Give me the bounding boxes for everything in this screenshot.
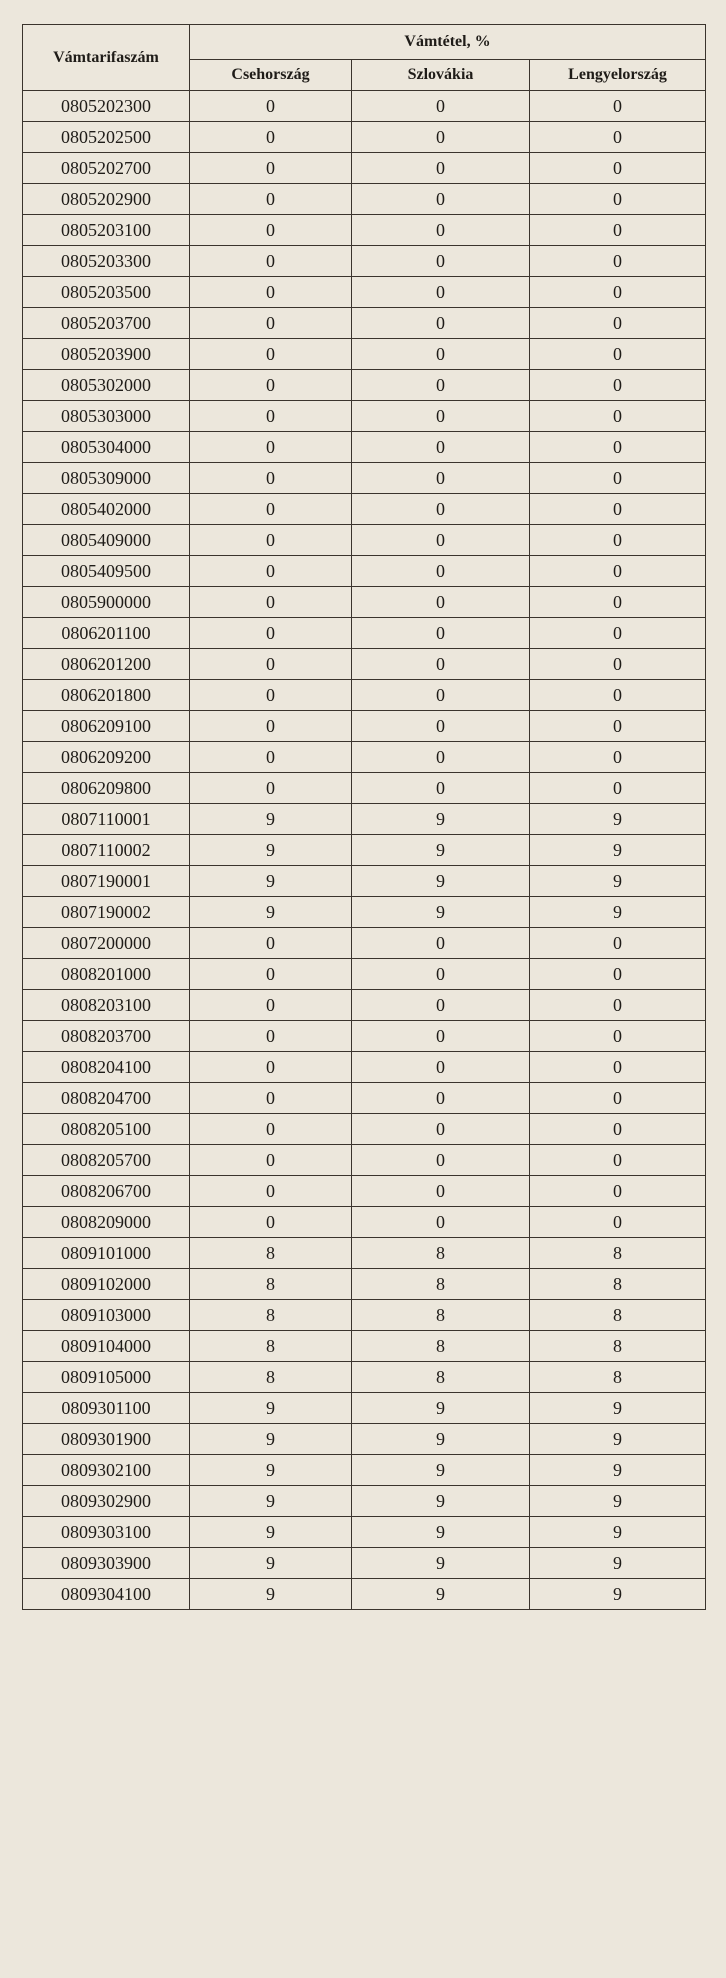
rate-slovakia-cell: 0	[352, 680, 530, 711]
rate-poland-cell: 0	[530, 1176, 706, 1207]
tariff-code-cell: 0805202500	[23, 122, 190, 153]
tariff-code-cell: 0809102000	[23, 1269, 190, 1300]
tariff-code-cell: 0807110002	[23, 835, 190, 866]
rate-czechia-cell: 0	[190, 618, 352, 649]
rate-poland-cell: 0	[530, 401, 706, 432]
tariff-code-cell: 0809304100	[23, 1579, 190, 1610]
rate-czechia-cell: 0	[190, 1176, 352, 1207]
table-row	[23, 153, 706, 184]
rate-poland-cell: 0	[530, 618, 706, 649]
table-row	[23, 1083, 706, 1114]
rate-czechia-cell: 0	[190, 432, 352, 463]
table-row	[23, 928, 706, 959]
rate-slovakia-cell: 9	[352, 1424, 530, 1455]
rate-slovakia-cell: 0	[352, 618, 530, 649]
rate-poland-cell: 9	[530, 1455, 706, 1486]
tariff-code-cell: 0809105000	[23, 1362, 190, 1393]
table-row	[23, 184, 706, 215]
rate-poland-cell: 0	[530, 1207, 706, 1238]
tariff-code-cell: 0808206700	[23, 1176, 190, 1207]
table-row	[23, 215, 706, 246]
rate-poland-cell: 0	[530, 432, 706, 463]
tariff-code-cell: 0808205700	[23, 1145, 190, 1176]
rate-poland-cell: 0	[530, 246, 706, 277]
rate-poland-cell: 0	[530, 370, 706, 401]
tariff-code-cell: 0809302100	[23, 1455, 190, 1486]
rate-slovakia-cell: 0	[352, 215, 530, 246]
rate-poland-cell: 9	[530, 1579, 706, 1610]
rate-poland-cell: 8	[530, 1300, 706, 1331]
rate-czechia-cell: 0	[190, 308, 352, 339]
rate-poland-cell: 8	[530, 1238, 706, 1269]
rate-poland-cell: 0	[530, 773, 706, 804]
rate-slovakia-cell: 0	[352, 1021, 530, 1052]
table-row	[23, 649, 706, 680]
table-row	[23, 742, 706, 773]
rate-slovakia-cell: 9	[352, 835, 530, 866]
table-row	[23, 494, 706, 525]
tariff-code-cell: 0808203100	[23, 990, 190, 1021]
rate-czechia-cell: 9	[190, 1424, 352, 1455]
rate-slovakia-cell: 0	[352, 184, 530, 215]
rate-czechia-cell: 8	[190, 1300, 352, 1331]
rate-czechia-cell: 0	[190, 1145, 352, 1176]
rate-slovakia-cell: 0	[352, 742, 530, 773]
duty-rate-group-header: Vámtétel, %	[190, 25, 706, 60]
rate-poland-cell: 0	[530, 494, 706, 525]
table-row	[23, 1238, 706, 1269]
rate-czechia-cell: 0	[190, 91, 352, 122]
rate-slovakia-cell: 0	[352, 1176, 530, 1207]
table-row	[23, 525, 706, 556]
rate-slovakia-cell: 0	[352, 959, 530, 990]
rate-slovakia-cell: 0	[352, 91, 530, 122]
rate-czechia-cell: 9	[190, 866, 352, 897]
rate-poland-cell: 9	[530, 1517, 706, 1548]
table-row	[23, 1269, 706, 1300]
rate-poland-cell: 0	[530, 649, 706, 680]
rate-poland-cell: 0	[530, 1021, 706, 1052]
rate-slovakia-cell: 0	[352, 246, 530, 277]
rate-slovakia-cell: 0	[352, 494, 530, 525]
tariff-code-cell: 0807200000	[23, 928, 190, 959]
rate-slovakia-cell: 0	[352, 587, 530, 618]
rate-czechia-cell: 9	[190, 835, 352, 866]
rate-czechia-cell: 9	[190, 804, 352, 835]
table-row	[23, 1052, 706, 1083]
rate-slovakia-cell: 0	[352, 1083, 530, 1114]
rate-poland-cell: 0	[530, 308, 706, 339]
rate-czechia-cell: 9	[190, 897, 352, 928]
table-row	[23, 866, 706, 897]
rate-czechia-cell: 0	[190, 215, 352, 246]
rate-poland-cell: 8	[530, 1331, 706, 1362]
rate-slovakia-cell: 0	[352, 339, 530, 370]
rate-poland-cell: 0	[530, 184, 706, 215]
rate-slovakia-cell: 0	[352, 1114, 530, 1145]
country-header-poland: Lengyelország	[530, 60, 706, 91]
rate-czechia-cell: 9	[190, 1455, 352, 1486]
rate-poland-cell: 9	[530, 1486, 706, 1517]
rate-czechia-cell: 0	[190, 1021, 352, 1052]
tariff-code-cell: 0805202300	[23, 91, 190, 122]
table-row	[23, 1331, 706, 1362]
rate-czechia-cell: 0	[190, 1083, 352, 1114]
table-row	[23, 308, 706, 339]
tariff-code-cell: 0805402000	[23, 494, 190, 525]
rate-czechia-cell: 0	[190, 773, 352, 804]
rate-czechia-cell: 0	[190, 525, 352, 556]
table-row	[23, 680, 706, 711]
rate-poland-cell: 0	[530, 1052, 706, 1083]
tariff-code-cell: 0808209000	[23, 1207, 190, 1238]
rate-poland-cell: 8	[530, 1362, 706, 1393]
table-row	[23, 1300, 706, 1331]
rate-slovakia-cell: 9	[352, 897, 530, 928]
table-row	[23, 587, 706, 618]
rate-slovakia-cell: 9	[352, 804, 530, 835]
rate-slovakia-cell: 0	[352, 370, 530, 401]
rate-slovakia-cell: 9	[352, 1486, 530, 1517]
rate-czechia-cell: 0	[190, 1207, 352, 1238]
tariff-code-cell: 0805203500	[23, 277, 190, 308]
rate-czechia-cell: 0	[190, 370, 352, 401]
table-row	[23, 711, 706, 742]
rate-czechia-cell: 8	[190, 1362, 352, 1393]
tariff-code-cell: 0808201000	[23, 959, 190, 990]
rate-poland-cell: 0	[530, 463, 706, 494]
tariff-code-cell: 0805303000	[23, 401, 190, 432]
tariff-code-cell: 0807110001	[23, 804, 190, 835]
table-row	[23, 1393, 706, 1424]
rate-slovakia-cell: 9	[352, 866, 530, 897]
rate-poland-cell: 0	[530, 742, 706, 773]
table-row	[23, 1021, 706, 1052]
tariff-code-cell: 0806201100	[23, 618, 190, 649]
tariff-code-cell: 0805409000	[23, 525, 190, 556]
table-row	[23, 1145, 706, 1176]
rate-poland-cell: 9	[530, 1548, 706, 1579]
tariff-code-cell: 0808204100	[23, 1052, 190, 1083]
rate-poland-cell: 9	[530, 1393, 706, 1424]
rate-czechia-cell: 9	[190, 1579, 352, 1610]
tariff-code-cell: 0806201800	[23, 680, 190, 711]
rate-czechia-cell: 0	[190, 649, 352, 680]
table-row	[23, 773, 706, 804]
table-row	[23, 339, 706, 370]
table-row	[23, 1548, 706, 1579]
rate-poland-cell: 0	[530, 91, 706, 122]
table-row	[23, 1176, 706, 1207]
table-row	[23, 91, 706, 122]
table-row	[23, 246, 706, 277]
rate-czechia-cell: 0	[190, 277, 352, 308]
rate-czechia-cell: 0	[190, 1052, 352, 1083]
rate-slovakia-cell: 0	[352, 401, 530, 432]
tariff-code-cell: 0808204700	[23, 1083, 190, 1114]
rate-czechia-cell: 0	[190, 556, 352, 587]
table-row	[23, 1207, 706, 1238]
rate-poland-cell: 0	[530, 1114, 706, 1145]
rate-slovakia-cell: 0	[352, 1052, 530, 1083]
rate-slovakia-cell: 8	[352, 1269, 530, 1300]
table-row	[23, 804, 706, 835]
rate-czechia-cell: 0	[190, 587, 352, 618]
rate-czechia-cell: 0	[190, 680, 352, 711]
table-row	[23, 1362, 706, 1393]
tariff-code-cell: 0809104000	[23, 1331, 190, 1362]
rate-czechia-cell: 9	[190, 1486, 352, 1517]
rate-czechia-cell: 0	[190, 463, 352, 494]
table-header	[23, 25, 706, 91]
rate-slovakia-cell: 9	[352, 1393, 530, 1424]
rate-poland-cell: 0	[530, 556, 706, 587]
table-row	[23, 959, 706, 990]
rate-czechia-cell: 0	[190, 494, 352, 525]
table-row	[23, 1114, 706, 1145]
rate-poland-cell: 9	[530, 804, 706, 835]
table-row	[23, 835, 706, 866]
table-row	[23, 463, 706, 494]
rate-poland-cell: 0	[530, 990, 706, 1021]
tariff-code-cell: 0805202700	[23, 153, 190, 184]
table-row	[23, 370, 706, 401]
rate-slovakia-cell: 0	[352, 432, 530, 463]
table-body	[23, 91, 706, 1610]
tariff-code-cell: 0805900000	[23, 587, 190, 618]
table-row	[23, 401, 706, 432]
rate-czechia-cell: 0	[190, 153, 352, 184]
tariff-code-cell: 0805203900	[23, 339, 190, 370]
tariff-code-cell: 0805309000	[23, 463, 190, 494]
table-row	[23, 1424, 706, 1455]
rate-slovakia-cell: 0	[352, 122, 530, 153]
rate-poland-cell: 0	[530, 1083, 706, 1114]
table-row	[23, 432, 706, 463]
rate-czechia-cell: 0	[190, 122, 352, 153]
country-header-czechia: Csehország	[190, 60, 352, 91]
tariff-code-cell: 0809101000	[23, 1238, 190, 1269]
table-row	[23, 990, 706, 1021]
rate-czechia-cell: 0	[190, 1114, 352, 1145]
rate-slovakia-cell: 8	[352, 1300, 530, 1331]
tariff-code-cell: 0806209100	[23, 711, 190, 742]
table-row	[23, 618, 706, 649]
rate-slovakia-cell: 0	[352, 1207, 530, 1238]
rate-czechia-cell: 0	[190, 928, 352, 959]
table-row	[23, 1579, 706, 1610]
tariff-code-cell: 0807190001	[23, 866, 190, 897]
rate-poland-cell: 0	[530, 525, 706, 556]
table-row	[23, 122, 706, 153]
tariff-code-cell: 0805304000	[23, 432, 190, 463]
rate-slovakia-cell: 0	[352, 463, 530, 494]
rate-slovakia-cell: 9	[352, 1517, 530, 1548]
rate-poland-cell: 9	[530, 866, 706, 897]
rate-slovakia-cell: 0	[352, 649, 530, 680]
tariff-table	[22, 24, 706, 1610]
rate-czechia-cell: 0	[190, 711, 352, 742]
rate-czechia-cell: 0	[190, 990, 352, 1021]
rate-slovakia-cell: 9	[352, 1579, 530, 1610]
rate-czechia-cell: 9	[190, 1517, 352, 1548]
rate-slovakia-cell: 8	[352, 1331, 530, 1362]
rate-poland-cell: 0	[530, 215, 706, 246]
tariff-code-cell: 0805202900	[23, 184, 190, 215]
rate-czechia-cell: 0	[190, 401, 352, 432]
rate-slovakia-cell: 0	[352, 928, 530, 959]
table-row	[23, 1486, 706, 1517]
rate-slovakia-cell: 0	[352, 990, 530, 1021]
rate-poland-cell: 9	[530, 835, 706, 866]
rate-poland-cell: 0	[530, 928, 706, 959]
rate-slovakia-cell: 9	[352, 1455, 530, 1486]
rate-czechia-cell: 8	[190, 1238, 352, 1269]
rate-poland-cell: 9	[530, 1424, 706, 1455]
rate-poland-cell: 9	[530, 897, 706, 928]
rate-slovakia-cell: 0	[352, 153, 530, 184]
rate-czechia-cell: 0	[190, 339, 352, 370]
rate-slovakia-cell: 8	[352, 1238, 530, 1269]
table-row	[23, 556, 706, 587]
rate-poland-cell: 0	[530, 711, 706, 742]
table-row	[23, 1455, 706, 1486]
table-row	[23, 897, 706, 928]
rate-czechia-cell: 0	[190, 184, 352, 215]
rate-poland-cell: 8	[530, 1269, 706, 1300]
rate-czechia-cell: 0	[190, 959, 352, 990]
rate-slovakia-cell: 0	[352, 1145, 530, 1176]
rate-poland-cell: 0	[530, 959, 706, 990]
rate-slovakia-cell: 9	[352, 1548, 530, 1579]
tariff-code-cell: 0806201200	[23, 649, 190, 680]
tariff-code-cell: 0808203700	[23, 1021, 190, 1052]
tariff-code-cell: 0806209200	[23, 742, 190, 773]
rate-poland-cell: 0	[530, 680, 706, 711]
rate-slovakia-cell: 0	[352, 773, 530, 804]
country-header-slovakia: Szlovákia	[352, 60, 530, 91]
tariff-code-cell: 0805203300	[23, 246, 190, 277]
rate-poland-cell: 0	[530, 122, 706, 153]
rate-slovakia-cell: 0	[352, 556, 530, 587]
tariff-code-cell: 0808205100	[23, 1114, 190, 1145]
rate-slovakia-cell: 0	[352, 277, 530, 308]
rate-czechia-cell: 0	[190, 742, 352, 773]
tariff-code-cell: 0805409500	[23, 556, 190, 587]
rate-poland-cell: 0	[530, 153, 706, 184]
tariff-code-cell: 0806209800	[23, 773, 190, 804]
rate-czechia-cell: 9	[190, 1393, 352, 1424]
tariff-code-cell: 0809301100	[23, 1393, 190, 1424]
rate-slovakia-cell: 8	[352, 1362, 530, 1393]
tariff-code-cell: 0809303900	[23, 1548, 190, 1579]
tariff-code-cell: 0809302900	[23, 1486, 190, 1517]
rate-poland-cell: 0	[530, 277, 706, 308]
rate-czechia-cell: 8	[190, 1269, 352, 1300]
tariff-code-cell: 0809303100	[23, 1517, 190, 1548]
rate-czechia-cell: 0	[190, 246, 352, 277]
rate-poland-cell: 0	[530, 1145, 706, 1176]
rate-slovakia-cell: 0	[352, 308, 530, 339]
tariff-code-cell: 0809103000	[23, 1300, 190, 1331]
rate-poland-cell: 0	[530, 339, 706, 370]
rate-slovakia-cell: 0	[352, 711, 530, 742]
rate-slovakia-cell: 0	[352, 525, 530, 556]
code-column-header: Vámtarifaszám	[23, 25, 190, 91]
tariff-code-cell: 0809301900	[23, 1424, 190, 1455]
tariff-code-cell: 0805302000	[23, 370, 190, 401]
tariff-code-cell: 0805203100	[23, 215, 190, 246]
table-row	[23, 1517, 706, 1548]
rate-poland-cell: 0	[530, 587, 706, 618]
tariff-code-cell: 0805203700	[23, 308, 190, 339]
tariff-code-cell: 0807190002	[23, 897, 190, 928]
rate-czechia-cell: 8	[190, 1331, 352, 1362]
table-row	[23, 277, 706, 308]
rate-czechia-cell: 9	[190, 1548, 352, 1579]
